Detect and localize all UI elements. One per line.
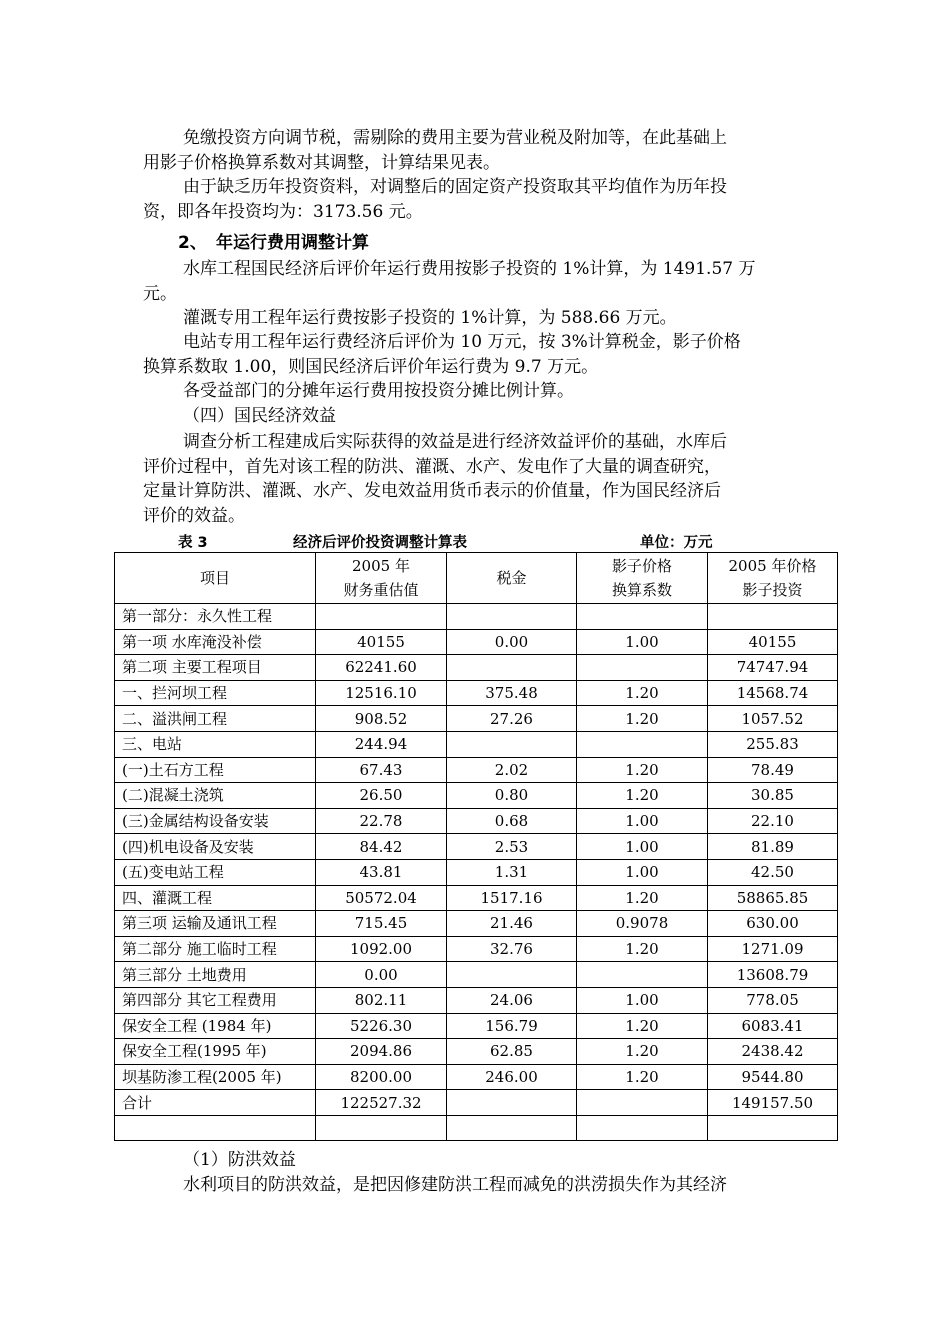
- cell-conversion-factor: 1.00: [577, 834, 708, 860]
- table-unit: 单位：万元: [640, 535, 713, 551]
- paragraph-tax-adjustment: [143, 126, 808, 175]
- table-title: 经济后评价投资调整计算表: [293, 535, 467, 551]
- text-line: 元。: [143, 283, 177, 304]
- cell-financial-value: 2094.86: [316, 1039, 447, 1065]
- cell-shadow-investment: 13608.79: [708, 962, 838, 988]
- cell-financial-value: 715.45: [316, 911, 447, 937]
- cell-financial-value: 802.11: [316, 987, 447, 1013]
- cell-tax: [447, 731, 577, 757]
- cell-shadow-investment: [708, 1115, 838, 1141]
- table-row: [115, 987, 838, 1013]
- cell-conversion-factor: [577, 731, 708, 757]
- cell-financial-value: 5226.30: [316, 1013, 447, 1039]
- cell-item: 第二部分 施工临时工程: [115, 936, 316, 962]
- table-label: 表 3: [178, 535, 208, 551]
- cell-financial-value: 40155: [316, 629, 447, 655]
- cell-financial-value: [316, 1115, 447, 1141]
- cell-conversion-factor: 1.00: [577, 808, 708, 834]
- text-line: 各受益部门的分摊年运行费用按投资分摊比例计算。: [183, 381, 574, 401]
- table-row: [115, 962, 838, 988]
- header-item: 项目: [115, 553, 316, 604]
- paragraph-irrigation-cost: [143, 306, 808, 331]
- cell-conversion-factor: 1.20: [577, 680, 708, 706]
- cell-tax: 375.48: [447, 680, 577, 706]
- table-row: [115, 859, 838, 885]
- cell-shadow-investment: 1057.52: [708, 706, 838, 732]
- table-row: [115, 604, 838, 630]
- cell-item: 保安全工程(1995 年): [115, 1039, 316, 1065]
- table-row: [115, 1013, 838, 1039]
- cell-shadow-investment: 40155: [708, 629, 838, 655]
- table-row: [115, 1115, 838, 1141]
- cell-conversion-factor: 1.20: [577, 936, 708, 962]
- header-tax: 税金: [447, 553, 577, 604]
- cell-shadow-investment: 6083.41: [708, 1013, 838, 1039]
- text-line: 评价过程中，首先对该工程的防洪、灌溉、水产、发电作了大量的调查研究，: [143, 456, 721, 477]
- cell-item: (一)土石方工程: [115, 757, 316, 783]
- text-line: （四）国民经济效益: [183, 406, 336, 426]
- header-conversion-factor: 影子价格 换算系数: [577, 553, 708, 604]
- cell-shadow-investment: 630.00: [708, 911, 838, 937]
- cell-item: 第四部分 其它工程费用: [115, 987, 316, 1013]
- cell-shadow-investment: 255.83: [708, 731, 838, 757]
- cell-item: 四、灌溉工程: [115, 885, 316, 911]
- cell-conversion-factor: 1.00: [577, 859, 708, 885]
- cell-tax: 246.00: [447, 1064, 577, 1090]
- cell-conversion-factor: 1.20: [577, 783, 708, 809]
- cell-item: 三、电站: [115, 731, 316, 757]
- table-header-row: [115, 553, 838, 604]
- header-financial-value: 2005 年 财务重估值: [316, 553, 447, 604]
- text-line: 用影子价格换算系数对其调整，计算结果见表。: [143, 152, 500, 173]
- text-line: 资，即各年投资均为：3173.56 元。: [143, 201, 423, 222]
- cell-tax: 62.85: [447, 1039, 577, 1065]
- cell-conversion-factor: 0.9078: [577, 911, 708, 937]
- cell-shadow-investment: 78.49: [708, 757, 838, 783]
- subsection-flood-benefit: [143, 1148, 808, 1173]
- table-row: [115, 731, 838, 757]
- table-row: [115, 706, 838, 732]
- table-row: [115, 808, 838, 834]
- cell-tax: [447, 1115, 577, 1141]
- table-row: [115, 655, 838, 681]
- cell-item: 第一部分：永久性工程: [115, 604, 316, 630]
- cell-conversion-factor: [577, 962, 708, 988]
- cell-conversion-factor: 1.20: [577, 706, 708, 732]
- cell-conversion-factor: [577, 1115, 708, 1141]
- paragraph-average-investment: [143, 175, 808, 224]
- table-row: [115, 936, 838, 962]
- cell-tax: [447, 1090, 577, 1116]
- cell-item: (三)金属结构设备安装: [115, 808, 316, 834]
- table-row: [115, 911, 838, 937]
- cell-item: [115, 1115, 316, 1141]
- cell-conversion-factor: [577, 1090, 708, 1116]
- cell-conversion-factor: 1.20: [577, 757, 708, 783]
- cell-item: (二)混凝土浇筑: [115, 783, 316, 809]
- cell-shadow-investment: 74747.94: [708, 655, 838, 681]
- cell-tax: 1.31: [447, 859, 577, 885]
- cell-item: 第一项 水库淹没补偿: [115, 629, 316, 655]
- table-row: [115, 1064, 838, 1090]
- paragraph-flood-benefit: [143, 1173, 808, 1198]
- table-row: [115, 629, 838, 655]
- cell-shadow-investment: 1271.09: [708, 936, 838, 962]
- cell-item: 保安全工程 (1984 年): [115, 1013, 316, 1039]
- cell-financial-value: 0.00: [316, 962, 447, 988]
- cell-financial-value: 12516.10: [316, 680, 447, 706]
- table-row: [115, 885, 838, 911]
- cell-item: (五)变电站工程: [115, 859, 316, 885]
- cell-tax: 0.80: [447, 783, 577, 809]
- cell-tax: 1517.16: [447, 885, 577, 911]
- cell-shadow-investment: 30.85: [708, 783, 838, 809]
- text-line: 电站专用工程年运行费经济后评价为 10 万元，按 3%计算税金，影子价格: [183, 332, 741, 352]
- cell-conversion-factor: 1.20: [577, 1013, 708, 1039]
- cell-conversion-factor: 1.20: [577, 1039, 708, 1065]
- cell-shadow-investment: 778.05: [708, 987, 838, 1013]
- text-line: 灌溉专用工程年运行费按影子投资的 1%计算，为 588.66 万元。: [183, 308, 677, 328]
- cell-financial-value: 84.42: [316, 834, 447, 860]
- investment-adjustment-table: [114, 552, 838, 1141]
- text-line: 水库工程国民经济后评价年运行费用按影子投资的 1%计算，为 1491.57 万: [183, 259, 756, 279]
- cell-item: 第二项 主要工程项目: [115, 655, 316, 681]
- text-line: 评价的效益。: [143, 505, 245, 526]
- heading-text: 年运行费用调整计算: [216, 233, 369, 253]
- cell-tax: 27.26: [447, 706, 577, 732]
- cell-shadow-investment: 149157.50: [708, 1090, 838, 1116]
- cell-shadow-investment: 81.89: [708, 834, 838, 860]
- table-row: [115, 1090, 838, 1116]
- cell-tax: 24.06: [447, 987, 577, 1013]
- cell-tax: 0.68: [447, 808, 577, 834]
- cell-financial-value: 67.43: [316, 757, 447, 783]
- text-line: 调查分析工程建成后实际获得的效益是进行经济效益评价的基础，水库后: [183, 432, 727, 452]
- text-line: 换算系数取 1.00，则国民经济后评价年运行费为 9.7 万元。: [143, 356, 599, 377]
- cell-item: 二、溢洪闸工程: [115, 706, 316, 732]
- cell-conversion-factor: 1.00: [577, 629, 708, 655]
- table-row: [115, 1039, 838, 1065]
- cell-financial-value: [316, 604, 447, 630]
- table-row: [115, 834, 838, 860]
- cell-tax: 2.02: [447, 757, 577, 783]
- cell-shadow-investment: 14568.74: [708, 680, 838, 706]
- cell-financial-value: 122527.32: [316, 1090, 447, 1116]
- text-line: 水利项目的防洪效益，是把因修建防洪工程而减免的洪涝损失作为其经济: [183, 1175, 727, 1195]
- paragraph-allocation: [143, 379, 808, 404]
- cell-item: 坝基防渗工程(2005 年): [115, 1064, 316, 1090]
- cell-financial-value: 43.81: [316, 859, 447, 885]
- cell-conversion-factor: 1.20: [577, 1064, 708, 1090]
- cell-tax: 2.53: [447, 834, 577, 860]
- cell-item: (四)机电设备及安装: [115, 834, 316, 860]
- cell-financial-value: 22.78: [316, 808, 447, 834]
- text-line: 定量计算防洪、灌溉、水产、发电效益用货币表示的价值量，作为国民经济后: [143, 481, 721, 501]
- cell-tax: 21.46: [447, 911, 577, 937]
- cell-conversion-factor: 1.00: [577, 987, 708, 1013]
- cell-shadow-investment: 42.50: [708, 859, 838, 885]
- cell-tax: [447, 604, 577, 630]
- paragraph-station-cost: [143, 330, 808, 379]
- cell-conversion-factor: [577, 655, 708, 681]
- section-heading: [178, 228, 369, 253]
- cell-shadow-investment: [708, 604, 838, 630]
- cell-tax: [447, 962, 577, 988]
- paragraph-benefit-analysis: [143, 430, 808, 528]
- header-shadow-investment: 2005 年价格 影子投资: [708, 553, 838, 604]
- cell-financial-value: 26.50: [316, 783, 447, 809]
- cell-tax: 156.79: [447, 1013, 577, 1039]
- table-row: [115, 757, 838, 783]
- cell-tax: 0.00: [447, 629, 577, 655]
- cell-financial-value: 1092.00: [316, 936, 447, 962]
- subsection-title: [143, 404, 808, 429]
- cell-item: 一、拦河坝工程: [115, 680, 316, 706]
- text-line: （1）防洪效益: [183, 1150, 296, 1170]
- cell-shadow-investment: 22.10: [708, 808, 838, 834]
- cell-shadow-investment: 2438.42: [708, 1039, 838, 1065]
- cell-shadow-investment: 58865.85: [708, 885, 838, 911]
- text-line: 免缴投资方向调节税，需剔除的费用主要为营业税及附加等，在此基础上: [183, 128, 727, 148]
- cell-financial-value: 50572.04: [316, 885, 447, 911]
- cell-conversion-factor: 1.20: [577, 885, 708, 911]
- cell-financial-value: 244.94: [316, 731, 447, 757]
- cell-financial-value: 8200.00: [316, 1064, 447, 1090]
- cell-financial-value: 908.52: [316, 706, 447, 732]
- cell-tax: [447, 655, 577, 681]
- cell-financial-value: 62241.60: [316, 655, 447, 681]
- table-row: [115, 680, 838, 706]
- text-line: 由于缺乏历年投资资料，对调整后的固定资产投资取其平均值作为历年投: [183, 177, 727, 197]
- cell-item: 第三部分 土地费用: [115, 962, 316, 988]
- cell-item: 第三项 运输及通讯工程: [115, 911, 316, 937]
- heading-number: 2、: [178, 233, 207, 253]
- table-row: [115, 783, 838, 809]
- cell-item: 合计: [115, 1090, 316, 1116]
- cell-shadow-investment: 9544.80: [708, 1064, 838, 1090]
- cell-tax: 32.76: [447, 936, 577, 962]
- paragraph-reservoir-cost: [143, 257, 808, 306]
- cell-conversion-factor: [577, 604, 708, 630]
